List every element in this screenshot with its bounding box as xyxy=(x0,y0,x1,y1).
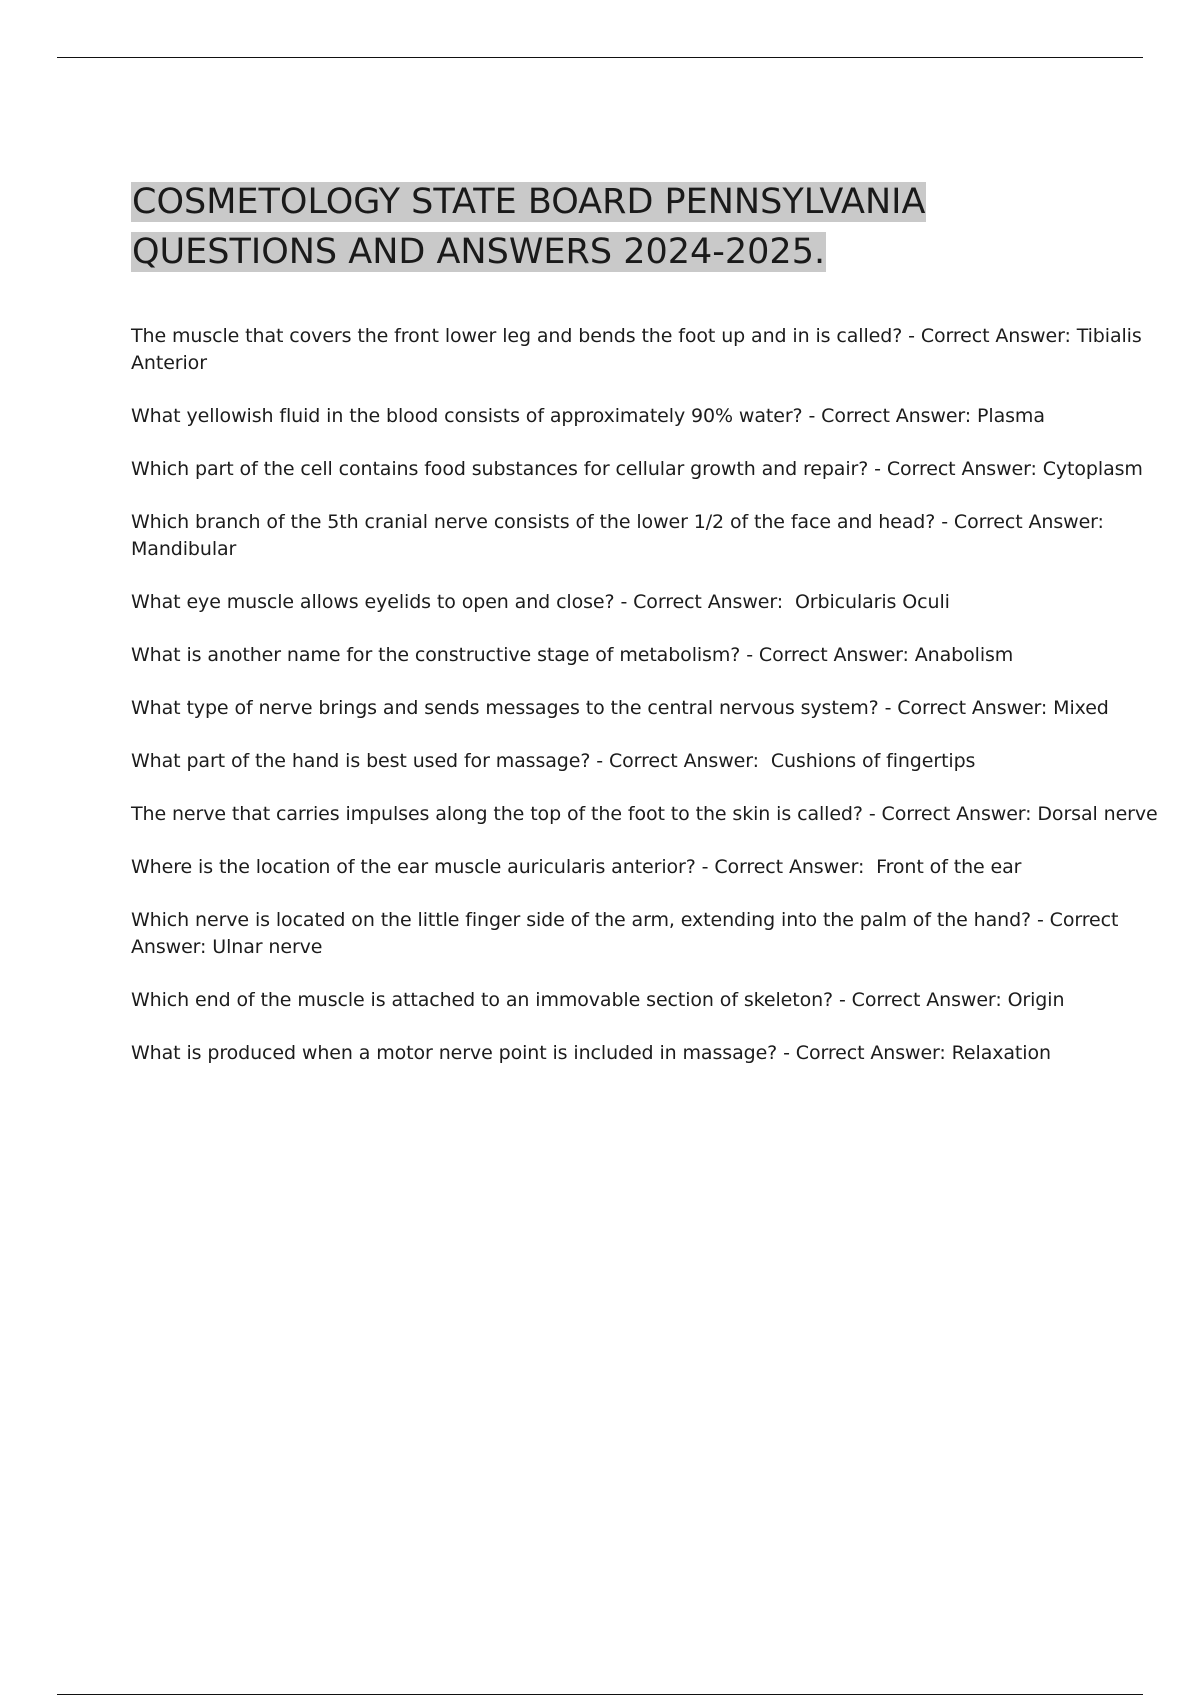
answer-text: Plasma xyxy=(977,405,1045,427)
answer-text: Tibialis Anterior xyxy=(131,325,1148,374)
answer-text: Ulnar nerve xyxy=(212,936,323,958)
footer-rule xyxy=(57,1694,1143,1695)
question-text: Which part of the cell contains food substances for cellular growth and repair? xyxy=(131,458,869,480)
qa-item xyxy=(131,642,1161,669)
answer-label: - Correct Answer: xyxy=(802,405,978,427)
answer-label: - Correct Answer: xyxy=(777,1042,952,1064)
question-text: Which branch of the 5th cranial nerve consists of the lower 1/2 of the face and head? xyxy=(131,511,936,533)
question-text: What eye muscle allows eyelids to open and close? xyxy=(131,591,615,613)
qa-item xyxy=(131,854,1161,881)
answer-text: Relaxation xyxy=(951,1042,1051,1064)
answer-text: Cytoplasm xyxy=(1042,458,1143,480)
answer-text: Dorsal nerve xyxy=(1037,803,1158,825)
answer-text: Origin xyxy=(1007,989,1065,1011)
answer-label: - Correct Answer: xyxy=(935,511,1110,533)
answer-text: Mandibular xyxy=(131,538,237,560)
document-title xyxy=(131,177,1111,277)
qa-item xyxy=(131,509,1161,563)
qa-item xyxy=(131,1040,1161,1067)
qa-list xyxy=(131,323,1161,1093)
answer-text: Cushions of fingertips xyxy=(770,750,976,772)
qa-item xyxy=(131,987,1161,1014)
answer-label: - Correct Answer: xyxy=(902,325,1077,347)
answer-text: Orbicularis Oculi xyxy=(794,591,950,613)
qa-item xyxy=(131,907,1161,961)
answer-label: - Correct Answer: xyxy=(833,989,1008,1011)
question-text: The nerve that carries impulses along the top of the foot to the skin is called? xyxy=(131,803,863,825)
answer-label: - Correct Answer: xyxy=(590,750,771,772)
title-line-2: QUESTIONS AND ANSWERS 2024-2025. xyxy=(132,232,826,272)
answer-label: - Correct Answer: xyxy=(740,644,915,666)
qa-item xyxy=(131,695,1161,722)
question-text: What is another name for the constructive stage of metabolism? xyxy=(131,644,741,666)
header-rule xyxy=(57,57,1143,58)
question-text: What is produced when a motor nerve point is included in massage? xyxy=(131,1042,778,1064)
qa-item xyxy=(131,456,1161,483)
answer-label: - Correct Answer: xyxy=(868,458,1043,480)
answer-label: - Correct Answer: xyxy=(614,591,795,613)
question-text: What type of nerve brings and sends messages to the central nervous system? xyxy=(131,697,879,719)
answer-label: - Correct Answer: xyxy=(878,697,1054,719)
qa-item xyxy=(131,801,1161,828)
qa-item xyxy=(131,403,1161,430)
question-text: Which nerve is located on the little finger side of the arm, extending into the palm of the hand? xyxy=(131,909,1032,931)
question-text: What part of the hand is best used for massage? xyxy=(131,750,591,772)
qa-item xyxy=(131,589,1161,616)
title-line-1: COSMETOLOGY STATE BOARD PENNSYLVANIA xyxy=(132,182,926,222)
answer-label: - Correct Answer: xyxy=(862,803,1038,825)
answer-label: - Correct Answer: xyxy=(131,909,1125,958)
qa-item xyxy=(131,748,1161,775)
answer-text: Anabolism xyxy=(914,644,1014,666)
answer-label: - Correct Answer: xyxy=(695,856,877,878)
question-text: Where is the location of the ear muscle auricularis anterior? xyxy=(131,856,696,878)
answer-text: Mixed xyxy=(1053,697,1109,719)
qa-item xyxy=(131,323,1161,377)
answer-text: Front of the ear xyxy=(876,856,1022,878)
question-text: Which end of the muscle is attached to an immovable section of skeleton? xyxy=(131,989,834,1011)
question-text: What yellowish fluid in the blood consists of approximately 90% water? xyxy=(131,405,803,427)
question-text: The muscle that covers the front lower leg and bends the foot up and in is called? xyxy=(131,325,903,347)
